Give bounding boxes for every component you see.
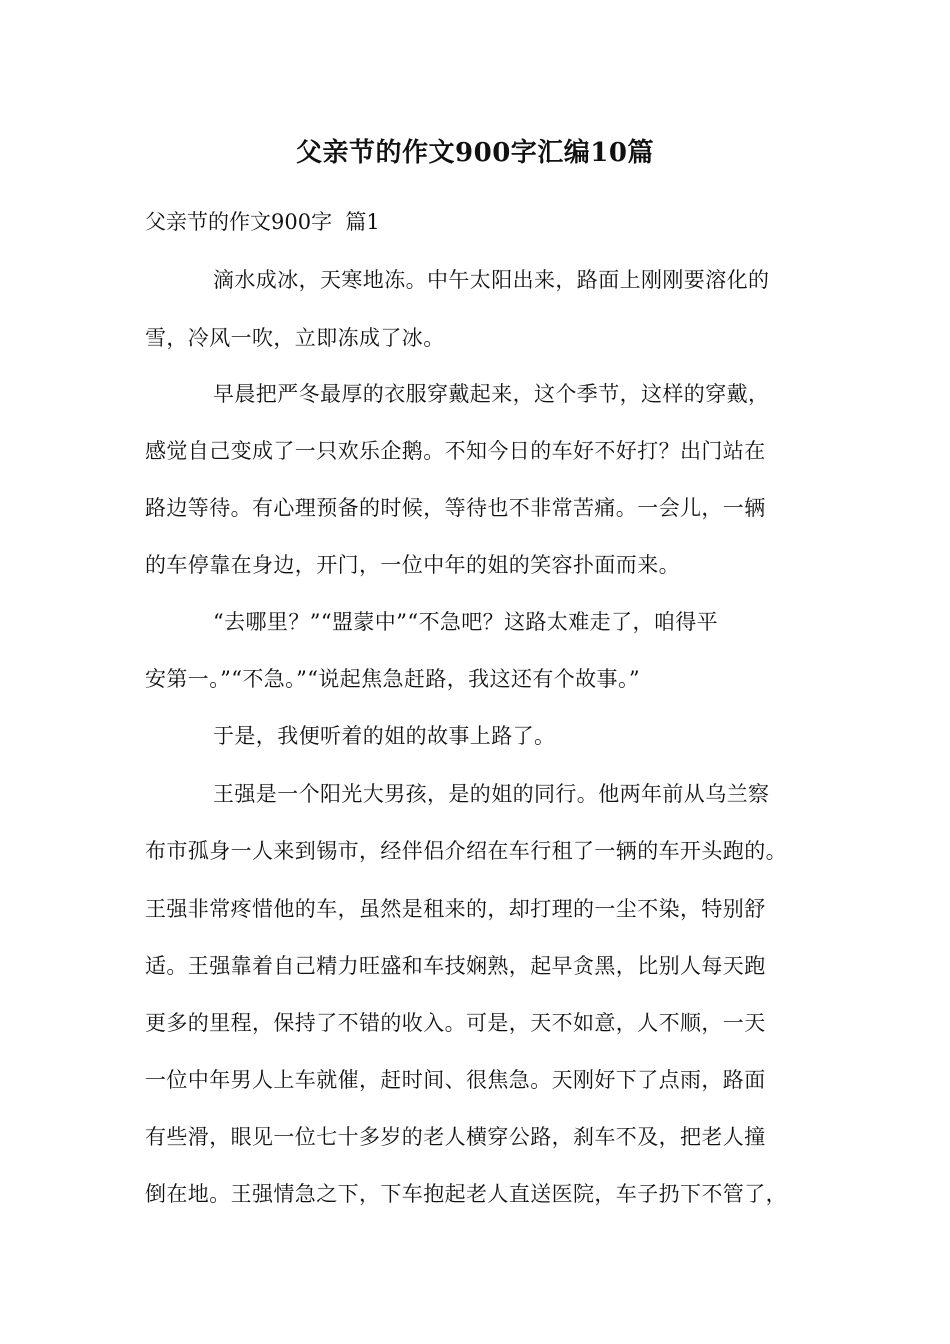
paragraph-line: 更多的里程，保持了不错的收入。可是，天不如意，人不顺，一天 xyxy=(145,1011,766,1035)
paragraph-line: 倒在地。王强情急之下，下车抱起老人直送医院，车子扔下不管了， xyxy=(145,1182,787,1206)
paragraph-line: 路边等待。有心理预备的时候，等待也不非常苦痛。一会儿，一辆 xyxy=(145,496,766,520)
paragraph-line: 雪，冷风一吹，立即冻成了冰。 xyxy=(145,326,445,350)
paragraph-line: 的车停靠在身边，开门，一位中年的姐的笑容扑面而来。 xyxy=(145,553,680,577)
section-heading: 父亲节的作文900字 篇1 xyxy=(145,210,380,234)
document-title: 父亲节的作文900字汇编10篇 xyxy=(296,138,654,168)
paragraph-line: 感觉自己变成了一只欢乐企鹅。不知今日的车好不好打？出门站在 xyxy=(145,439,766,463)
paragraph-line: 王强是一个阳光大男孩，是的姐的同行。他两年前从乌兰察 xyxy=(213,782,770,806)
paragraph-line: 早晨把严冬最厚的衣服穿戴起来，这个季节，这样的穿戴， xyxy=(213,382,770,406)
paragraph-line: “去哪里？”“盟蒙中”“不急吧？这路太难走了，咱得平 xyxy=(213,610,719,634)
paragraph-line: 于是，我便听着的姐的故事上路了。 xyxy=(213,724,556,748)
paragraph-line: 布市孤身一人来到锡市，经伴侣介绍在车行租了一辆的车开头跑的。 xyxy=(145,839,787,863)
paragraph-line: 一位中年男人上车就催，赶时间、很焦急。天刚好下了点雨，路面 xyxy=(145,1068,766,1092)
paragraph-line: 适。王强靠着自己精力旺盛和车技娴熟，起早贪黑，比别人每天跑 xyxy=(145,954,766,978)
paragraph-line: 有些滑，眼见一位七十多岁的老人横穿公路，刹车不及，把老人撞 xyxy=(145,1125,766,1149)
paragraph-line: 王强非常疼惜他的车，虽然是租来的，却打理的一尘不染，特别舒 xyxy=(145,897,766,921)
paragraph-line: 滴水成冰，天寒地冻。中午太阳出来，路面上刚刚要溶化的 xyxy=(213,268,770,292)
paragraph-line: 安第一。”“不急。”“说起焦急赶路，我这还有个故事。” xyxy=(145,667,640,691)
